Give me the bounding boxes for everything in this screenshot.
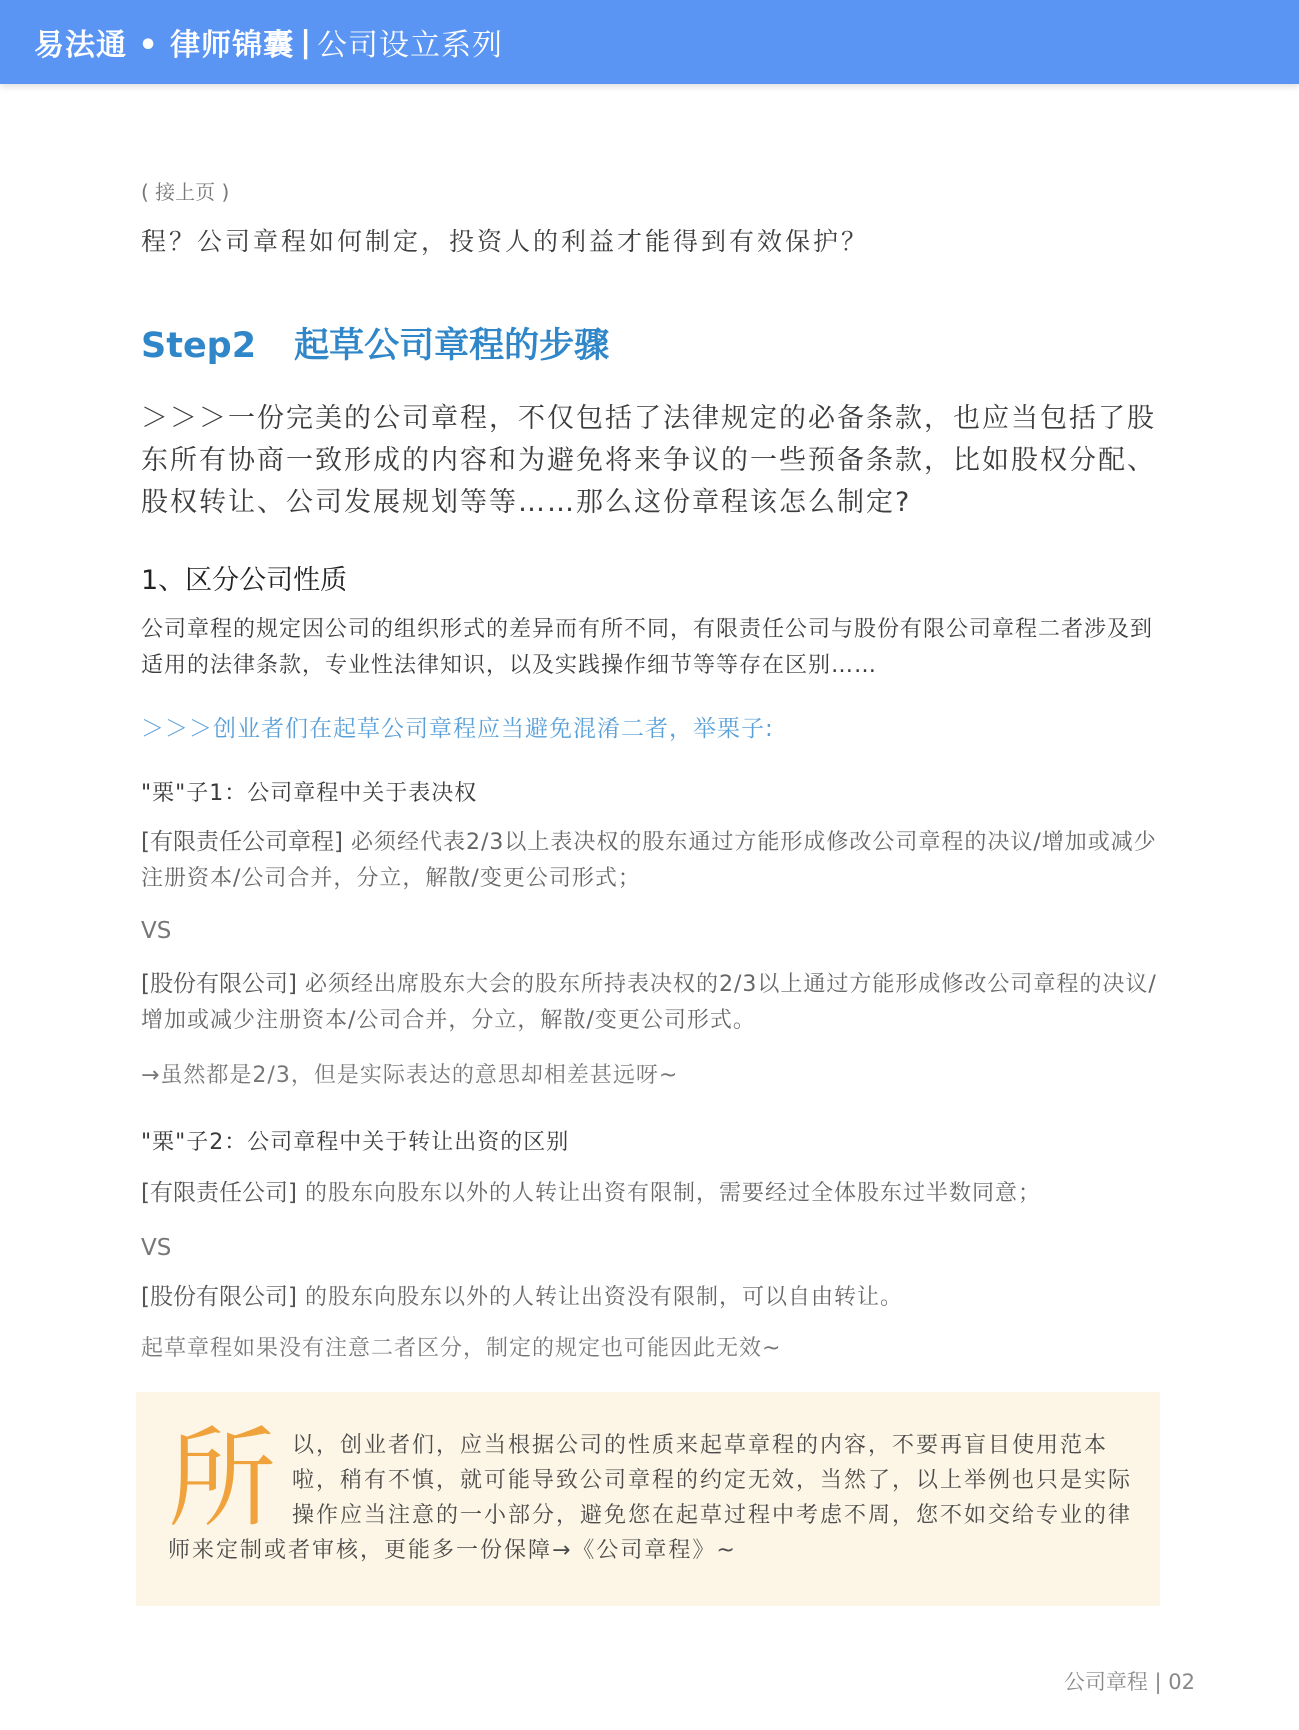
page-header [0,0,1299,84]
header-series: 公司设立系列 [317,28,504,63]
header-separator: | [300,24,312,60]
example1-note: →虽然都是2/3，但是实际表达的意思却相差甚远呀~ [141,1063,679,1088]
step-title: 起草公司章程的步骤 [294,326,610,366]
example2-title: "栗"子2：公司章程中关于转让出资的区别 [141,1130,570,1155]
vs-label: VS [141,1235,172,1261]
callout-text [168,1417,1138,1568]
section-title: 1、区分公司性质 [141,565,348,596]
clause-text: 必须经代表2/3以上表决权的股东通过方能形成修改公司章程的决议/增加或减少注册资本/公司合并，分立，解散/变更公司形式； [141,830,1157,891]
step-label: Step2 [141,326,257,366]
drop-cap: 所 [168,1417,279,1542]
clause-tag: [股份有限公司] [141,1284,297,1310]
step-heading [141,318,1161,368]
continuation-line: 程？公司章程如何制定，投资人的利益才能得到有效保护？ [141,227,870,256]
page-footer: 公司章程 | 02 [1063,1670,1195,1694]
highlight-line: ＞＞＞创业者们在起草公司章程应当避免混淆二者，举栗子: [141,716,774,742]
callout-box [136,1392,1160,1606]
clause-text: 的股东向股东以外的人转让出资有限制，需要经过全体股东过半数同意； [296,1181,1041,1206]
lead-paragraph: ＞＞＞一份完美的公司章程，不仅包括了法律规定的必备条款，也应当包括了股东所有协商一致形成的内容和为避免将来争议的一些预备条款，比如股权分配、股权转让、公司发展规划等等……那么这份章程该怎么制定? [141,403,1156,518]
continuation-note: ( 接上页 ) [141,180,230,204]
clause-text: 的股东向股东以外的人转让出资没有限制，可以自由转让。 [296,1285,903,1310]
section-paragraph: 公司章程的规定因公司的组织形式的差异而有所不同，有限责任公司与股份有限公司章程二者涉及到适用的法律条款，专业性法律知识，以及实践操作细节等等存在区别…… [141,617,1154,678]
example2-note: 起草章程如果没有注意二者区分，制定的规定也可能因此无效~ [141,1336,782,1361]
vs-label: VS [141,918,172,944]
clause-text: 必须经出席股东大会的股东所持表决权的2/3以上通过方能形成修改公司章程的决议/增加或减少注册资本/公司合并，分立，解散/变更公司形式。 [141,972,1157,1033]
clause-tag: [有限责任公司] [141,1180,297,1206]
example2-clause-llc [141,1175,1161,1212]
example2-clause-jsc [141,1279,1161,1316]
example1-title: "栗"子1：公司章程中关于表决权 [141,781,478,806]
example1-clause-jsc [141,966,1161,1039]
example1-clause-llc [141,824,1161,897]
clause-tag: [股份有限公司] [141,971,297,997]
clause-tag: [有限责任公司章程] [141,829,343,855]
callout-body: 以，创业者们，应当根据公司的性质来起草章程的内容，不要再盲目使用范本啦，稍有不慎，就可能导致公司章程的约定无效，当然了，以上举例也只是实际操作应当注意的一小部分，避免您在起草过程中考虑不周，您不如交给专业的律师来定制或者审核，更能多一份保障→《公司章程》~ [168,1433,1133,1563]
header-brand: 易法通 • 律师锦囊 [34,28,295,63]
